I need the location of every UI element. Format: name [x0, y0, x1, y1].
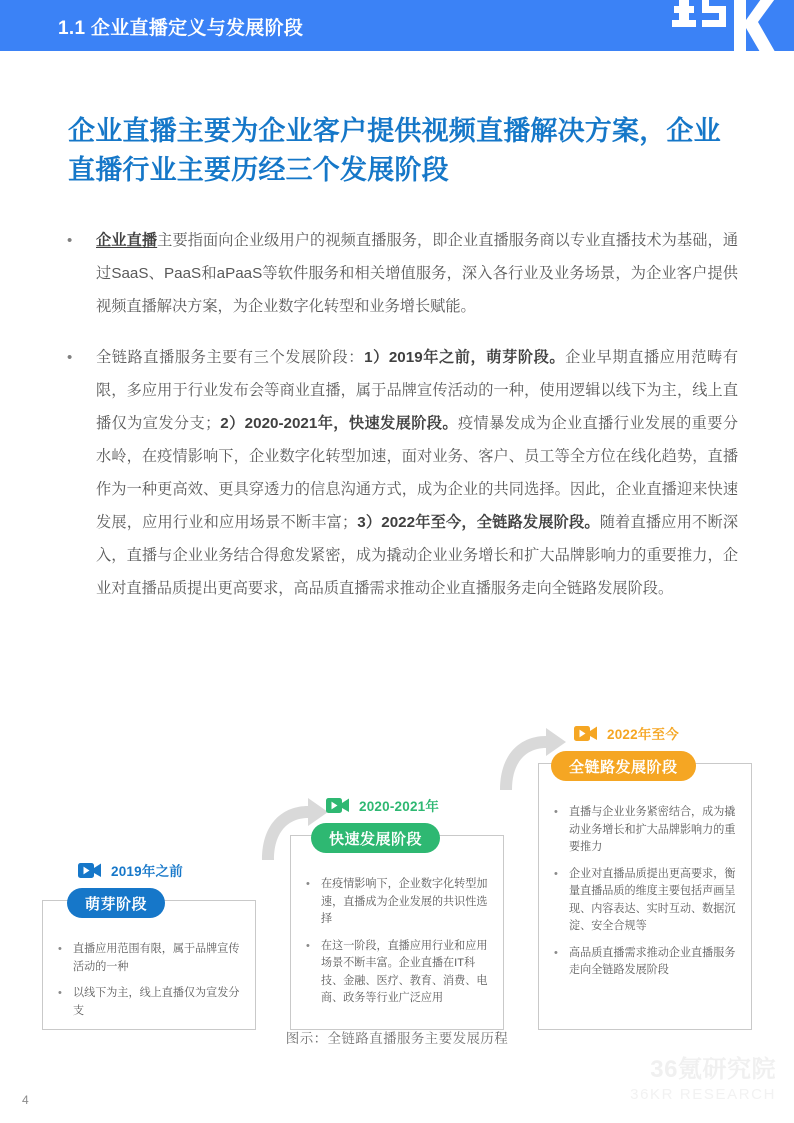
- paragraph-bullet: •: [67, 232, 73, 249]
- list-item: [53, 985, 247, 1020]
- stage-3-header: [574, 723, 679, 743]
- stage-3-bullet-2: 企业对直播品质提出更高要求，衡量直播品质的维度主要包括声画呈现、内容表达、实时互动、数据沉淀、安全合规等: [569, 867, 736, 932]
- bullet-dot: •: [554, 946, 558, 959]
- bullet-dot: •: [554, 867, 558, 880]
- brand-logo-36kr: [666, 0, 782, 64]
- stage-1-bullet-2: 以线下为主，线上直播仅为宣发分支: [73, 987, 240, 1017]
- paragraph-bullet: •: [67, 349, 73, 366]
- bullet-dot: •: [306, 939, 310, 952]
- list-item: [549, 945, 743, 980]
- stage-3-bullet-1: 直播与企业业务紧密结合，成为撬动业务增长和扩大品牌影响力的重要推力: [569, 806, 736, 853]
- video-camera-icon: [78, 862, 102, 879]
- stage-2-bullet-1: 在疫情影响下，企业数字化转型加速，直播成为企业发展的共识性选择: [321, 878, 488, 925]
- list-item: [301, 876, 495, 929]
- list-item: [53, 941, 247, 976]
- page-title: 企业直播主要为企业客户提供视频直播解决方案，企业直播行业主要历经三个发展阶段: [68, 116, 721, 185]
- bullet-dot: •: [58, 987, 62, 999]
- list-item: [549, 804, 743, 857]
- stage-3-card: [538, 763, 752, 1030]
- stage-3-year: 2022年至今: [607, 727, 679, 742]
- paragraph-2-phase-1-text: 企业早期直播应用范畴有限，多应用于行业发布会等商业直播，属于品牌宣传活动的一种，使用逻辑以线下为主，线上直播仅为宣发分支；: [96, 349, 739, 432]
- development-stages-diagram: [0, 700, 794, 1030]
- stage-1-badge: 萌芽阶段: [67, 888, 165, 918]
- footer-brand: [630, 1058, 776, 1102]
- paragraph-2-phase-3-label: 3）2022年至今，全链路发展阶段。: [357, 514, 600, 531]
- list-item: [301, 938, 495, 1008]
- bullet-dot: •: [306, 878, 310, 890]
- footer-brand-en: 36KR RESEARCH: [630, 1086, 776, 1103]
- diagram-caption: 图示：全链路直播服务主要发展历程: [285, 1031, 509, 1046]
- stage-1-card: [42, 900, 256, 1030]
- page-number: 4: [22, 1093, 29, 1107]
- body-content: [60, 224, 738, 623]
- stage-2-bullet-2: 在这一阶段，直播应用行业和应用场景不断丰富。企业直播在IT科技、金融、医疗、教育、消费、电商、政务等行业广泛应用: [321, 939, 488, 1004]
- stage-2-card: [290, 835, 504, 1030]
- paragraph-2-phase-2-label: 2）2020-2021年，快速发展阶段。: [220, 415, 458, 432]
- list-item: [549, 866, 743, 936]
- stage-3-bullet-3: 高品质直播需求推动企业直播服务走向全链路发展阶段: [569, 946, 736, 976]
- stage-1-header: [78, 860, 183, 880]
- stage-3-bullet-list: [549, 804, 743, 989]
- stage-3-badge: 全链路发展阶段: [551, 751, 696, 781]
- stage-2-year: 2020-2021年: [359, 799, 440, 814]
- bullet-dot: •: [554, 806, 558, 818]
- bullet-dot: •: [58, 943, 62, 955]
- stage-1-year: 2019年之前: [111, 864, 183, 879]
- paragraph-1-term: 企业直播: [96, 232, 158, 249]
- stage-2-badge: 快速发展阶段: [311, 823, 440, 853]
- paragraph-2-phase-1-label: 1）2019年之前，萌芽阶段。: [364, 349, 566, 366]
- footer-brand-cn: 36氪研究院: [650, 1056, 776, 1083]
- paragraph-1: [60, 224, 738, 323]
- stage-1-bullet-1: 直播应用范围有限，属于品牌宣传活动的一种: [73, 943, 240, 973]
- page-header: [0, 0, 794, 51]
- stage-1-bullet-list: [53, 941, 247, 1029]
- paragraph-2-phase-2-text: 疫情暴发成为企业直播行业发展的重要分水岭，在疫情影响下，企业数字化转型加速，面对业务、客户、员工等全方位在线化趋势，直播作为一种更高效、更具穿透力的信息沟通方式，成为企业的共同选择。因此，企业直播迎来快速发展，应用行业和应用场景不断丰富；: [96, 415, 739, 531]
- video-camera-icon: [574, 725, 598, 742]
- video-camera-icon: [326, 797, 350, 814]
- paragraph-1-text: 主要指面向企业级用户的视频直播服务，即企业直播服务商以专业直播技术为基础，通过SaaS、PaaS和aPaaS等软件服务和相关增值服务，深入各行业及业务场景，为企业客户提供视频直播解决方案，为企业数字化转型和业务增长赋能。: [96, 232, 739, 315]
- paragraph-2-phase-3-text: 随着直播应用不断深入，直播与企业业务结合得愈发紧密，成为撬动企业业务增长和扩大品牌影响力的重要推力，企业对直播品质提出更高要求，高品质直播需求推动企业直播服务走向全链路发展阶段。: [96, 514, 739, 597]
- paragraph-2-intro: 全链路直播服务主要有三个发展阶段：: [96, 349, 365, 366]
- stage-2-header: [326, 795, 439, 815]
- section-title: 1.1 企业直播定义与发展阶段: [58, 18, 304, 39]
- stage-2-bullet-list: [301, 876, 495, 1017]
- paragraph-2: [60, 341, 738, 605]
